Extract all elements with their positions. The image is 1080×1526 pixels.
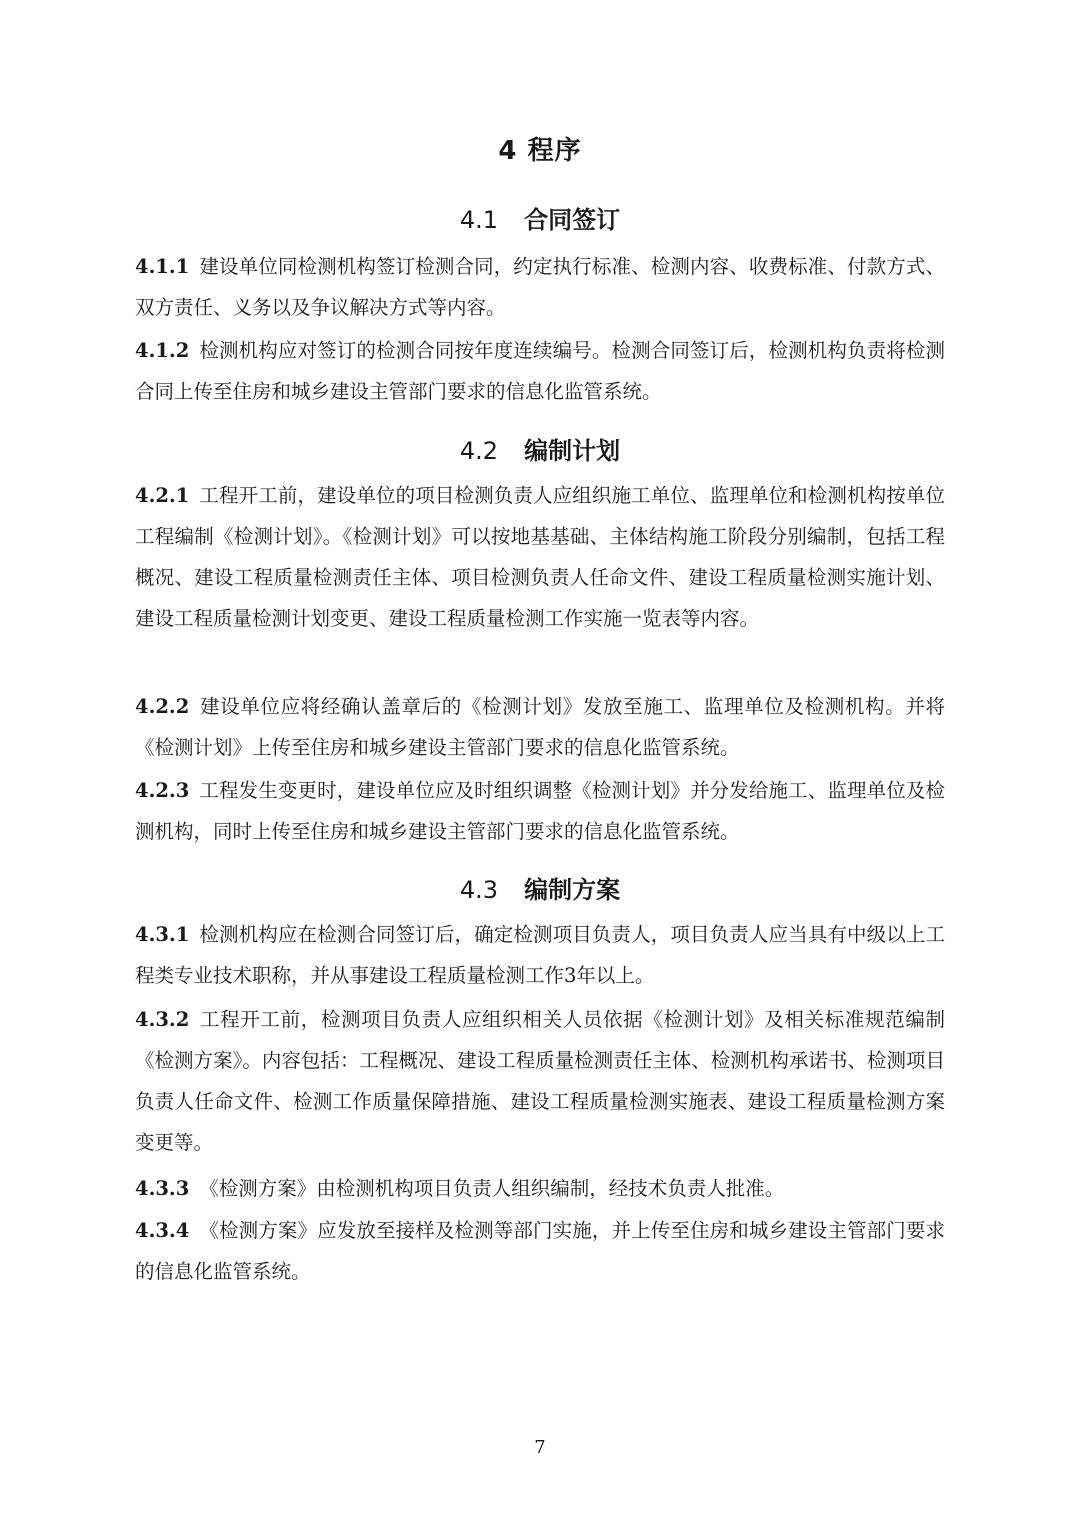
- paragraph-number: 4.3.3: [135, 1177, 190, 1200]
- paragraph-text: 《检测方案》应发放至接样及检测等部门实施，并上传至住房和城乡建设主管部门要求的信息化监管系统。: [135, 1219, 945, 1283]
- section-heading-4-1: [0, 200, 1080, 235]
- paragraph-4-1-1: [135, 246, 945, 328]
- paragraph-number: 4.1.1: [135, 255, 190, 278]
- chapter-title: 4 程序: [498, 136, 582, 166]
- paragraph-text: 《检测方案》由检测机构项目负责人组织编制，经技术负责人批准。: [199, 1177, 785, 1200]
- paragraph-number: 4.2.3: [135, 779, 190, 802]
- section-number: 4.2: [459, 437, 499, 465]
- paragraph-4-3-2: [135, 999, 945, 1163]
- paragraph-number: 4.3.2: [135, 1008, 190, 1031]
- paragraph-4-3-1: [135, 914, 945, 996]
- page-number: 7: [534, 1437, 546, 1458]
- section-heading-4-2: [0, 431, 1080, 466]
- paragraph-number: 4.2.2: [135, 695, 190, 718]
- paragraph-text: 工程开工前，建设单位的项目检测负责人应组织施工单位、监理单位和检测机构按单位工程编制《检测计划》。《检测计划》可以按地基基础、主体结构施工阶段分别编制，包括工程概况、建设工程质量检测责任主体、项目检测负责人任命文件、建设工程质量检测实施计划、建设工程质量检测计划变更、建设工程质量检测工作实施一览表等内容。: [135, 484, 945, 630]
- paragraph-4-3-4: [135, 1210, 945, 1292]
- section-number: 4.1: [459, 206, 499, 234]
- paragraph-4-1-2: [135, 330, 945, 412]
- paragraph-number: 4.2.1: [135, 484, 190, 507]
- section-title: 编制计划: [524, 437, 621, 465]
- paragraph-4-2-1: [135, 475, 945, 639]
- paragraph-text: 建设单位应将经确认盖章后的《检测计划》发放至施工、监理单位及检测机构。并将《检测计划》上传至住房和城乡建设主管部门要求的信息化监管系统。: [135, 695, 945, 759]
- paragraph-text: 检测机构应对签订的检测合同按年度连续编号。检测合同签订后，检测机构负责将检测合同上传至住房和城乡建设主管部门要求的信息化监管系统。: [135, 339, 945, 403]
- paragraph-text: 建设单位同检测机构签订检测合同，约定执行标准、检测内容、收费标准、付款方式、双方责任、义务以及争议解决方式等内容。: [135, 255, 945, 319]
- paragraph-4-3-3: [135, 1168, 945, 1209]
- paragraph-4-2-2: [135, 686, 945, 768]
- paragraph-number: 4.1.2: [135, 339, 190, 362]
- section-title: 编制方案: [524, 876, 621, 904]
- paragraph-4-2-3: [135, 770, 945, 852]
- paragraph-text: 工程开工前，检测项目负责人应组织相关人员依据《检测计划》及相关标准规范编制《检测方案》。内容包括：工程概况、建设工程质量检测责任主体、检测机构承诺书、检测项目负责人任命文件、检测工作质量保障措施、建设工程质量检测实施表、建设工程质量检测方案变更等。: [135, 1008, 945, 1154]
- paragraph-text: 工程发生变更时，建设单位应及时组织调整《检测计划》并分发给施工、监理单位及检测机构，同时上传至住房和城乡建设主管部门要求的信息化监管系统。: [135, 779, 945, 843]
- section-heading-4-3: [0, 870, 1080, 905]
- section-number: 4.3: [459, 876, 499, 904]
- paragraph-text: 检测机构应在检测合同签订后，确定检测项目负责人，项目负责人应当具有中级以上工程类专业技术职称，并从事建设工程质量检测工作3年以上。: [135, 923, 945, 987]
- section-title: 合同签订: [524, 206, 621, 234]
- paragraph-number: 4.3.4: [135, 1219, 190, 1242]
- paragraph-number: 4.3.1: [135, 923, 190, 946]
